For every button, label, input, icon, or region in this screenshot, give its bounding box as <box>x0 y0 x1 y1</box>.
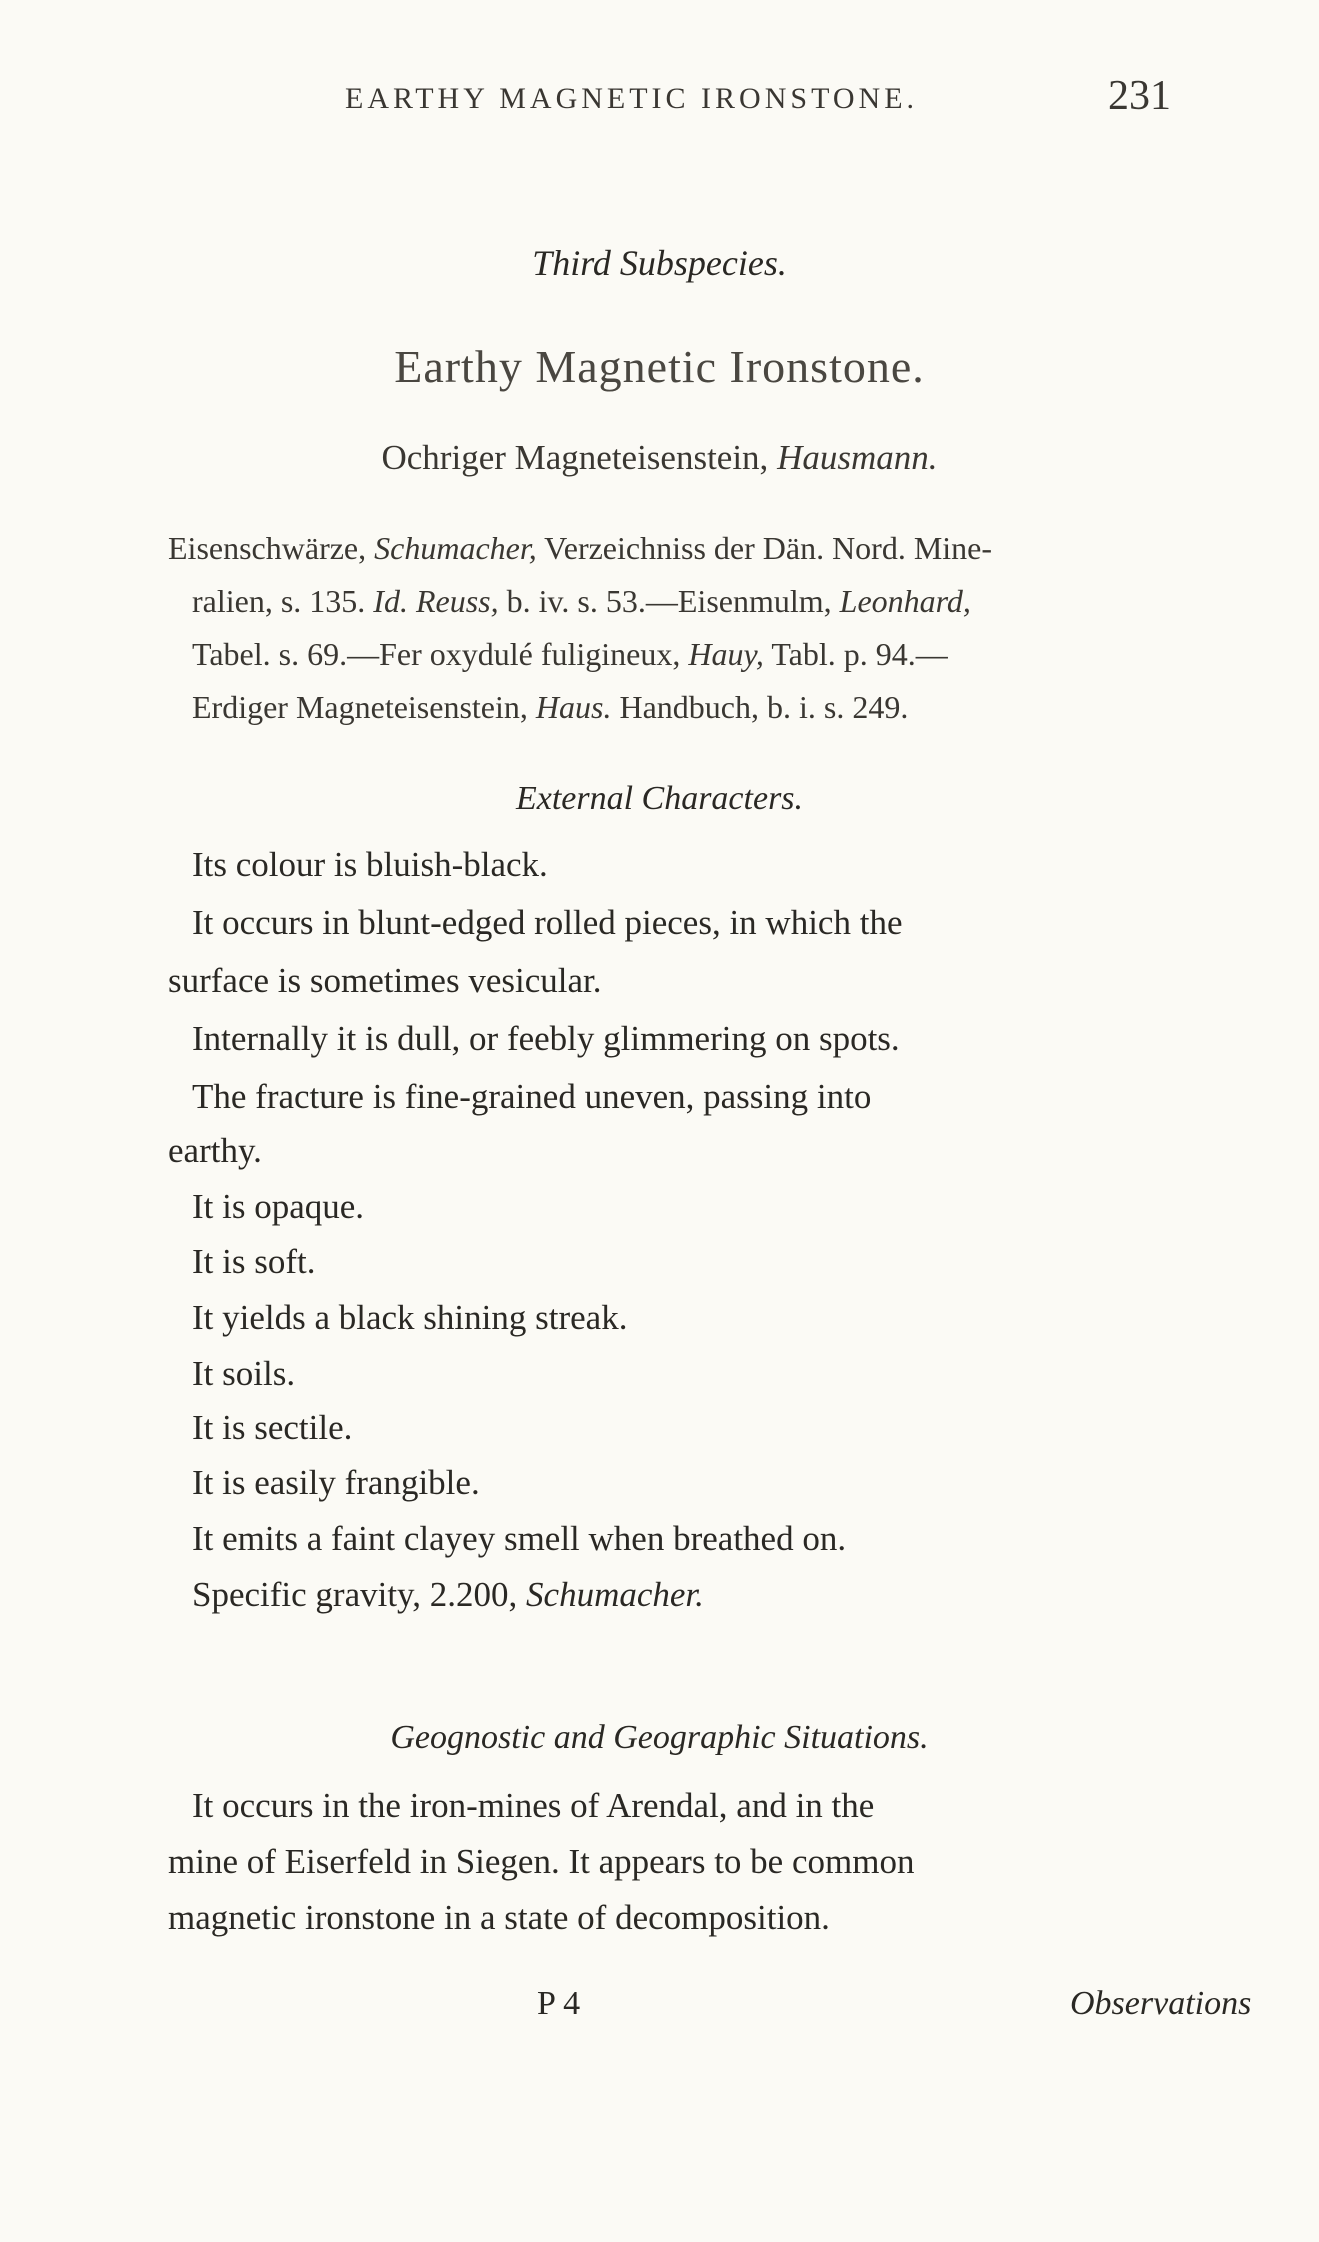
synonym-author: Id. <box>373 583 408 619</box>
synonym-author: Haus. <box>535 689 612 725</box>
synonym-reference: Tabel. s. 69.—Fer oxydulé fuligineux, <box>192 636 681 672</box>
character-line: It yields a black shining streak. <box>192 1298 628 1337</box>
character-line: The fracture is fine-grained uneven, passing into <box>192 1077 872 1116</box>
external-characters-heading: External Characters. <box>515 780 804 817</box>
geognostic-line: It occurs in the iron-mines of Arendal, and in the <box>192 1786 875 1825</box>
synonymy-line <box>192 689 908 726</box>
page-number: 231 <box>1108 73 1171 119</box>
character-line: surface is sometimes vesicular. <box>168 961 602 1000</box>
character-line: It occurs in blunt-edged rolled pieces, in which the <box>192 903 903 942</box>
synonym-reference: Verzeichniss der Dän. Nord. Mine- <box>544 530 993 566</box>
catchword: Observations <box>1070 1985 1252 2022</box>
character-line: It is easily frangible. <box>192 1463 480 1502</box>
character-line: It soils. <box>192 1354 296 1393</box>
specific-gravity-author: Schumacher. <box>526 1575 704 1614</box>
synonym-reference: Handbuch, b. i. s. 249. <box>619 689 909 725</box>
geognostic-heading: Geognostic and Geographic Situations. <box>390 1719 929 1756</box>
character-line: It is soft. <box>192 1242 316 1281</box>
geognostic-line: mine of Eiserfeld in Siegen. It appears to be common <box>168 1842 915 1881</box>
specific-gravity-value: Specific gravity, 2.200, <box>192 1575 518 1614</box>
character-line: It is opaque. <box>192 1187 365 1226</box>
synonymy-line <box>192 583 971 620</box>
synonym-author: Leonhard, <box>839 583 971 619</box>
german-name-author: Hausmann. <box>777 438 938 477</box>
running-title: EARTHY MAGNETIC IRONSTONE. <box>345 82 919 115</box>
synonymy-line <box>192 636 948 673</box>
character-line: It is sectile. <box>192 1408 353 1447</box>
character-line: earthy. <box>168 1131 262 1170</box>
synonymy-line <box>168 530 992 567</box>
geognostic-line: magnetic ironstone in a state of decomposition. <box>168 1898 830 1937</box>
synonym-author: Schumacher, <box>374 530 537 566</box>
synonym-reference: ralien, s. 135. <box>192 583 366 619</box>
species-title: Earthy Magnetic Ironstone. <box>394 341 925 392</box>
specific-gravity-line <box>192 1575 704 1615</box>
synonym-author: Reuss, <box>415 583 499 619</box>
synonym-name: Eisenschwärze, <box>168 530 367 566</box>
german-name-text: Ochriger Magneteisenstein, <box>381 438 769 477</box>
synonym-author: Hauy, <box>688 636 764 672</box>
synonym-reference: Tabl. p. 94.— <box>771 636 948 672</box>
signature-mark: P 4 <box>537 1985 581 2022</box>
character-line: It emits a faint clayey smell when breathed on. <box>192 1519 847 1558</box>
subspecies-heading: Third Subspecies. <box>532 243 787 283</box>
synonym-name: Erdiger Magneteisenstein, <box>192 689 528 725</box>
character-line: Its colour is bluish-black. <box>192 845 548 884</box>
character-line: Internally it is dull, or feebly glimmering on spots. <box>192 1019 900 1058</box>
german-name <box>0 438 1319 478</box>
synonym-reference: b. iv. s. 53.—Eisenmulm, <box>506 583 832 619</box>
